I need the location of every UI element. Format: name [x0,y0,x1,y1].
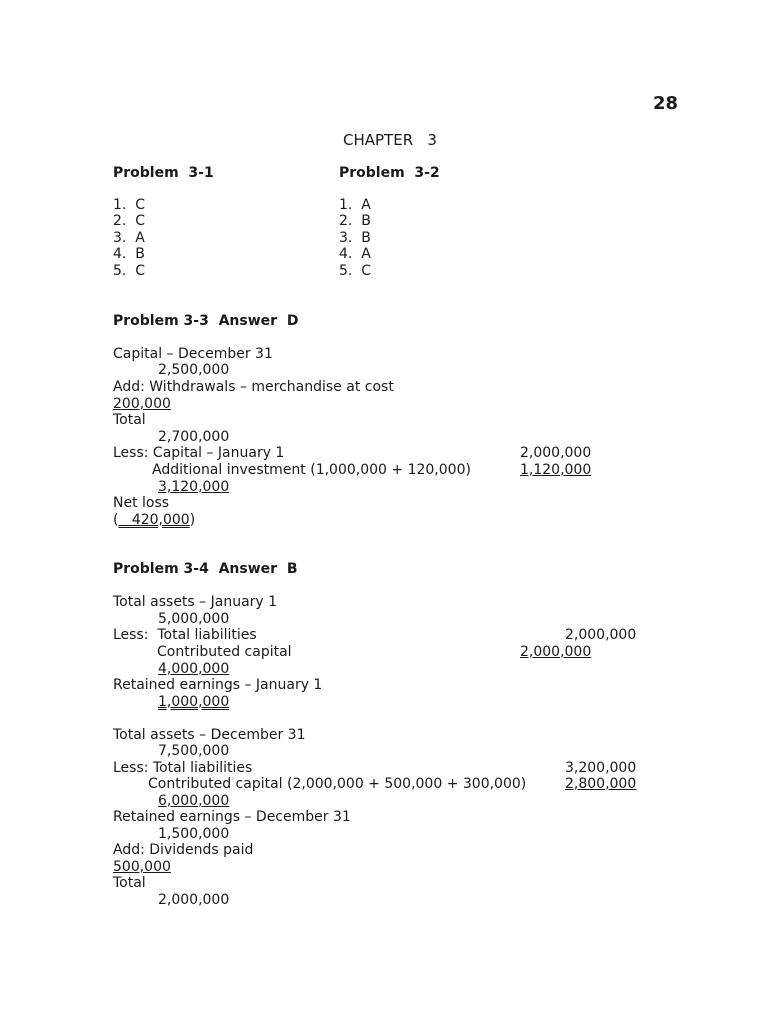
contributed-capital-amount: 2,000,000 [520,644,592,660]
problem-3-2-answer-4: 4. A [339,246,371,262]
additional-investment-label: Additional investment (1,000,000 + 120,000) [152,462,471,478]
contributed-capital-2-label: Contributed capital (2,000,000 + 500,000 + 300,000) [148,776,527,792]
problem-3-1-answer-4: 4. B [113,246,145,262]
problem-3-2-answer-3: 3. B [339,230,371,246]
less-total-dec31-amount: 6,000,000 [158,793,230,809]
problem-3-2-answer-1: 1. A [339,197,371,213]
capital-dec31-label: Capital – December 31 [113,346,273,362]
assets-jan1-label: Total assets – January 1 [113,594,278,610]
less-total-jan1-amount: 4,000,000 [158,661,230,677]
total-label: Total [113,412,146,428]
problem-3-3-heading: Problem 3-3 Answer D [113,313,299,329]
add-dividends-label: Add: Dividends paid [113,842,254,858]
net-loss-open-paren: ( [113,512,119,528]
assets-dec31-amount: 7,500,000 [158,743,230,759]
contributed-capital-label: Contributed capital [157,644,292,660]
retained-earnings-dec31-amount: 1,500,000 [158,826,230,842]
liabilities-dec31-amount: 3,200,000 [565,760,637,776]
problem-3-4-heading: Problem 3-4 Answer B [113,561,298,577]
contributed-capital-2-amount: 2,800,000 [565,776,637,792]
additional-investment-amount: 1,120,000 [520,462,592,478]
liabilities-jan1-amount: 2,000,000 [565,627,637,643]
problem-3-1-answer-3: 3. A [113,230,145,246]
problem-3-2-heading: Problem 3-2 [339,165,440,181]
problem-3-1-answer-1: 1. C [113,197,146,213]
less-liabilities-label: Less: Total liabilities [113,627,257,643]
less-liabilities-2-label: Less: Total liabilities [113,760,253,776]
add-withdrawals-label: Add: Withdrawals – merchandise at cost [113,379,394,395]
net-loss-amount-row [113,512,195,528]
page-number: 28 [653,93,679,114]
problem-3-2-answer-5: 5. C [339,263,372,279]
problem-3-2-answer-2: 2. B [339,213,371,229]
assets-dec31-label: Total assets – December 31 [113,727,306,743]
net-loss-label: Net loss [113,495,170,511]
total-amount-2: 2,000,000 [158,892,230,908]
less-capital-jan1-label: Less: Capital – January 1 [113,445,285,461]
assets-jan1-amount: 5,000,000 [158,611,230,627]
subtotal-amount: 3,120,000 [158,479,230,495]
problem-3-1-answer-5: 5. C [113,263,146,279]
retained-earnings-dec31-label: Retained earnings – December 31 [113,809,351,825]
withdrawals-amount: 200,000 [113,396,171,412]
net-loss-close-paren: ) [189,512,196,528]
total-label-2: Total [113,875,146,891]
total-amount: 2,700,000 [158,429,230,445]
retained-earnings-jan1-amount: 1,000,000 [158,694,230,710]
dividends-amount: 500,000 [113,859,171,875]
net-loss-amount: 420,000 [118,512,190,528]
retained-earnings-jan1-label: Retained earnings – January 1 [113,677,323,693]
capital-dec31-amount: 2,500,000 [158,362,230,378]
problem-3-1-answer-2: 2. C [113,213,146,229]
problem-3-1-heading: Problem 3-1 [113,165,214,181]
chapter-title: CHAPTER 3 [343,131,437,149]
capital-jan1-amount: 2,000,000 [520,445,592,461]
